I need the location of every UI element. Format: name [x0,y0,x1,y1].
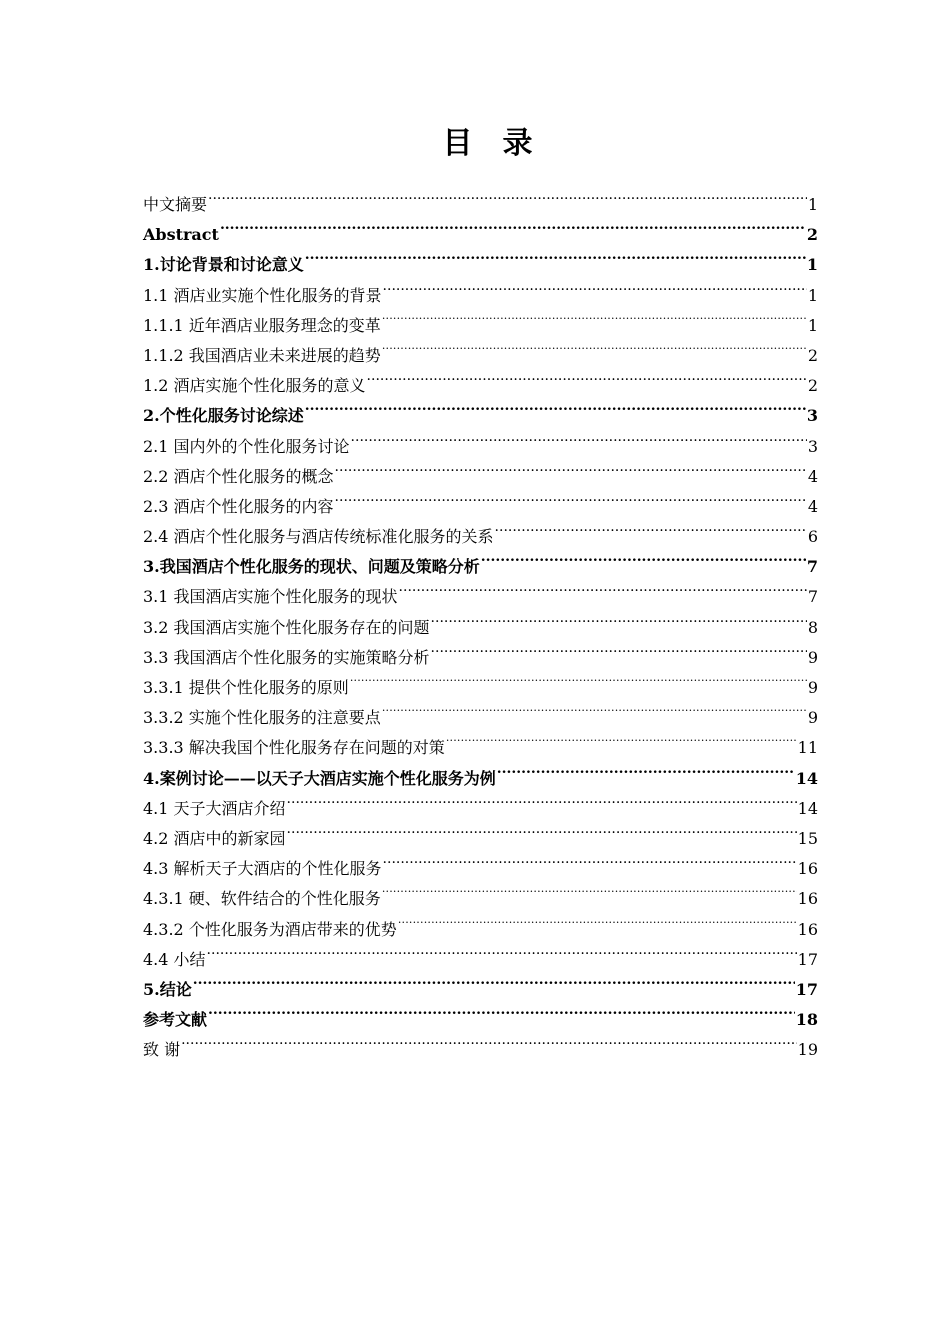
toc-dot-leader [382,874,797,904]
toc-dot-leader [367,361,807,391]
toc-entry-label: 1.1 酒店业实施个性化服务的背景 [143,285,382,305]
toc-entry-label: 2.4 酒店个性化服务与酒店传统标准化服务的关系 [143,527,494,547]
toc-entry-label: 4.3.1 硬、软件结合的个性化服务 [143,889,381,909]
toc-entry-page-number: 1 [807,315,818,335]
toc-dot-leader [220,210,806,240]
toc-entry-label: 3.3.2 实施个性化服务的注意要点 [143,708,381,728]
toc-entry[interactable] [143,965,818,999]
toc-entry-label: 1.讨论背景和讨论意义 [143,255,304,275]
toc-entry-page-number: 1 [807,195,818,214]
toc-dot-leader [431,633,807,663]
toc-dot-leader [495,512,807,542]
toc-entry-page-number: 2 [806,225,818,245]
toc-entry-label: 3.2 我国酒店实施个性化服务存在的问题 [143,617,430,637]
toc-dot-leader [382,331,807,361]
toc-entry-label: 中文摘要 [143,195,208,214]
toc-entry-label: 4.3 解析天子大酒店的个性化服务 [143,859,382,879]
toc-entry-page-number: 4 [807,466,818,486]
toc-entry-page-number: 16 [797,859,818,879]
toc-entry-label: 5.结论 [143,979,192,999]
toc-entry-label: 致 谢 [143,1040,181,1060]
table-of-contents [143,180,818,1060]
toc-dot-leader [481,542,806,572]
toc-entry[interactable] [143,1025,818,1060]
toc-dot-leader [382,693,807,723]
toc-dot-leader [193,965,795,995]
page-title: 目 录 [442,126,533,161]
toc-entry-label: 2.3 酒店个性化服务的内容 [143,496,334,516]
toc-entry-page-number: 9 [807,708,818,728]
toc-dot-leader [335,452,807,482]
toc-entry-label: 3.我国酒店个性化服务的现状、问题及策略分析 [143,557,480,577]
toc-entry-page-number: 9 [807,647,818,667]
toc-entry-page-number: 18 [795,1010,818,1030]
toc-entry-label: 2.个性化服务讨论综述 [143,406,304,426]
toc-dot-leader [207,935,797,965]
toc-dot-leader [399,572,807,602]
toc-dot-leader [497,754,795,784]
toc-entry-page-number: 19 [797,1040,818,1060]
toc-dot-leader [383,844,797,874]
toc-dot-leader [382,301,807,331]
toc-entry-page-number: 8 [807,617,818,637]
toc-entry-label: 3.3.1 提供个性化服务的原则 [143,678,349,697]
toc-entry-page-number: 2 [807,376,818,396]
toc-entry-page-number: 15 [797,828,818,848]
toc-entry-page-number: 3 [806,406,818,426]
toc-entry-page-number: 16 [797,889,818,909]
toc-dot-leader [287,814,797,844]
toc-entry-label: 4.2 酒店中的新家园 [143,828,286,848]
toc-entry[interactable] [143,180,818,214]
toc-dot-leader [208,995,795,1025]
toc-dot-leader [398,905,797,935]
toc-entry-page-number: 7 [806,557,818,577]
toc-entry-page-number: 14 [797,798,818,818]
toc-entry-label: 4.3.2 个性化服务为酒店带来的优势 [143,919,397,939]
toc-entry-label: 1.1.2 我国酒店业未来进展的趋势 [143,345,381,365]
toc-entry-page-number: 16 [797,919,818,939]
toc-entry-page-number: 17 [795,979,818,999]
toc-entry-label: 4.案例讨论——以天子大酒店实施个性化服务为例 [143,768,496,788]
toc-entry-page-number: 2 [807,345,818,365]
toc-dot-leader [350,663,807,693]
toc-entry-page-number: 11 [797,738,818,758]
toc-entry-label: Abstract [143,225,219,245]
toc-entry-page-number: 6 [807,527,818,547]
toc-dot-leader [351,422,807,452]
toc-entry-label: 4.4 小结 [143,949,206,969]
toc-entry-page-number: 9 [807,678,818,697]
toc-dot-leader [383,271,807,301]
toc-dot-leader [431,603,807,633]
toc-dot-leader [305,391,806,421]
toc-entry-page-number: 17 [797,949,818,969]
toc-entry-label: 4.1 天子大酒店介绍 [143,798,286,818]
toc-dot-leader [335,482,807,512]
toc-entry-label: 3.3.3 解决我国个性化服务存在问题的对策 [143,738,445,758]
toc-dot-leader [181,1025,797,1055]
toc-dot-leader [446,723,797,753]
toc-entry-page-number: 7 [807,587,818,607]
toc-entry-label: 1.2 酒店实施个性化服务的意义 [143,376,366,396]
toc-entry-label: 参考文献 [143,1010,208,1030]
toc-dot-leader [208,180,807,210]
toc-entry-label: 3.3 我国酒店个性化服务的实施策略分析 [143,647,430,667]
toc-entry-label: 2.1 国内外的个性化服务讨论 [143,436,350,456]
toc-entry-label: 3.1 我国酒店实施个性化服务的现状 [143,587,398,607]
toc-entry-page-number: 1 [807,285,818,305]
toc-entry-label: 1.1.1 近年酒店业服务理念的变革 [143,315,381,335]
toc-dot-leader [305,240,806,270]
toc-entry-page-number: 4 [807,496,818,516]
toc-entry-label: 2.2 酒店个性化服务的概念 [143,466,334,486]
toc-entry[interactable] [143,935,818,969]
toc-entry-page-number: 3 [807,436,818,456]
toc-entry-page-number: 14 [795,768,818,788]
toc-entry[interactable] [143,240,818,275]
toc-entry-page-number: 1 [806,255,818,275]
toc-entry[interactable] [143,210,818,245]
toc-dot-leader [287,784,797,814]
toc-entry[interactable] [143,995,818,1030]
